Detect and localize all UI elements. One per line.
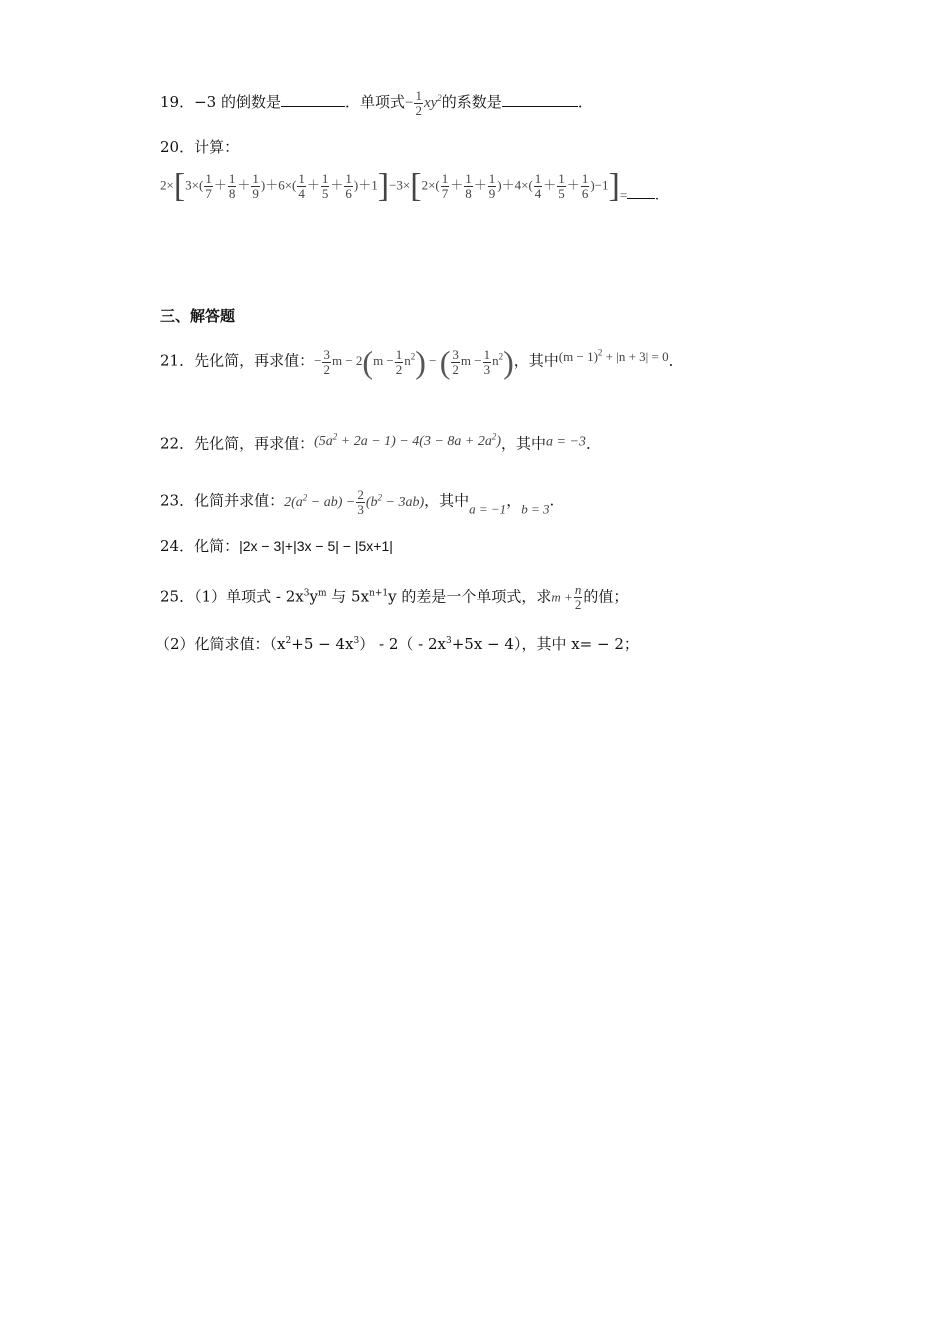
question-23 xyxy=(160,487,554,520)
q19-text-a: −3 的倒数是 xyxy=(194,93,281,111)
q21-end: ． xyxy=(668,351,684,370)
q20-plus: ＋ xyxy=(213,177,227,193)
q25-m-plus: m + xyxy=(551,589,573,605)
q19-minus: − xyxy=(405,95,414,111)
q22-condition: a = −3 xyxy=(546,434,586,450)
q22-number: 22． xyxy=(160,434,195,453)
q22-label: 先化简，再求值： xyxy=(194,434,315,453)
q20-plus: ＋ xyxy=(450,177,464,193)
q21-mid: ，其中 xyxy=(513,351,559,370)
q25-exp-2: m xyxy=(317,588,327,599)
q20-plus: ＋ xyxy=(543,177,557,193)
q24-expression: |2x − 3|+|3x − 5| − |5x+1| xyxy=(239,538,393,554)
q23-end: . xyxy=(549,491,555,510)
q20-number: 20． xyxy=(160,138,195,156)
q23-condition-a: a = −1 xyxy=(469,501,507,517)
question-19 xyxy=(160,88,593,118)
section-heading: 三、解答题 xyxy=(160,307,236,325)
q20-term-8: )−1 xyxy=(590,177,609,193)
question-24 xyxy=(160,536,393,556)
q20-term-5: −3× xyxy=(389,177,411,193)
q19-answer-blank-2[interactable] xyxy=(502,92,578,107)
q20-term-2: 3×( xyxy=(185,177,204,193)
q19-monomial: $xy^2$ xyxy=(423,93,442,111)
q20-frac-1-9b: $\frac{1}{9}$ xyxy=(488,171,496,201)
q25-exp-1: 3 xyxy=(303,588,310,599)
q23-expression: $2(a^2 - ab)$ − $\frac{2}{3}$ $(b^2 - 3ab)$ xyxy=(284,486,425,517)
q25-part1-d: y 的差是一个单项式，求 xyxy=(388,587,552,606)
q22-end: ． xyxy=(585,434,601,453)
question-22 xyxy=(160,426,601,454)
q22-mid: ，其中 xyxy=(501,434,547,453)
q25-exp-5: 3 xyxy=(353,636,360,646)
q23-condition-b: b = 3 xyxy=(521,501,550,517)
q19-fraction: $\frac{1}{2}$ xyxy=(415,87,422,118)
q20-expression xyxy=(160,167,659,205)
q23-separator: ， xyxy=(506,491,522,510)
q25-part1-e: 的值； xyxy=(583,587,629,606)
q20-bracket-open-1: [ xyxy=(173,167,186,205)
q19-text-b: ．单项式 xyxy=(344,93,405,111)
q20-term-7: )＋4×( xyxy=(497,177,533,193)
q23-mid: ，其中 xyxy=(424,491,470,510)
q22-expression: $(5a^2 + 2a - 1) - 4(3 - 8a + 2a^2)$ xyxy=(314,431,502,449)
q20-plus: ＋ xyxy=(237,177,251,193)
q20-end: . xyxy=(655,187,659,204)
question-25-part-1 xyxy=(160,583,628,612)
q25-part1-c: 与 5x xyxy=(326,587,370,606)
q20-plus: ＋ xyxy=(306,177,320,193)
q25-part1-b: y xyxy=(309,587,318,606)
q20-bracket-open-2: [ xyxy=(410,167,422,205)
q24-label: 化简： xyxy=(194,537,240,555)
q25-part2-a: （2）化简求值：（x xyxy=(155,635,286,653)
q20-term-4: )＋1 xyxy=(353,177,378,193)
q19-answer-blank-1[interactable] xyxy=(281,92,345,107)
q20-frac-1-5b: $\frac{1}{5}$ xyxy=(558,171,565,201)
q20-answer-blank[interactable] xyxy=(627,184,655,199)
q25-fraction: $\frac{n}{2}$ xyxy=(574,582,582,612)
q20-frac-1-8b: $\frac{1}{8}$ xyxy=(465,171,472,201)
question-20-label xyxy=(160,137,239,157)
q21-expression: − $\frac{3}{2}$ m − 2(m − $\frac{1}{2}$ $n^2$) − ( $\frac{3}{2}$ m − $\frac{1}{3}$ $n^2$) xyxy=(314,344,514,381)
q23-label: 化简并求值： xyxy=(194,491,285,510)
q20-equals: = xyxy=(619,187,628,203)
q19-end: ． xyxy=(577,93,593,111)
q20-term-6: 2×( xyxy=(421,177,440,193)
q25-part1-a: （1）单项式 - 2x xyxy=(194,587,304,606)
question-25-part-2 xyxy=(155,631,639,654)
q19-number: 19． xyxy=(160,93,195,111)
q20-term-3: )＋6×( xyxy=(260,177,297,193)
q20-frac-1-5: $\frac{1}{5}$ xyxy=(321,171,329,201)
question-21 xyxy=(160,343,684,381)
q25-exp-3: n+1 xyxy=(369,588,389,599)
q25-exp-6: 3 xyxy=(445,636,452,646)
q24-number: 24． xyxy=(160,537,195,555)
q20-frac-1-7: $\frac{1}{7}$ xyxy=(205,171,212,201)
q20-frac-1-9: $\frac{1}{9}$ xyxy=(252,171,259,201)
q20-frac-1-6b: $\frac{1}{6}$ xyxy=(581,171,589,201)
q20-plus: ＋ xyxy=(330,177,344,193)
q25-exp-4: 2 xyxy=(285,636,292,646)
q19-text-c: 的系数是 xyxy=(441,93,502,111)
q21-number: 21． xyxy=(160,351,195,370)
q20-frac-1-7b: $\frac{1}{7}$ xyxy=(441,171,449,201)
q20-label: 计算： xyxy=(194,138,240,156)
q20-frac-1-4b: $\frac{1}{4}$ xyxy=(534,171,542,201)
q21-condition: $(m - 1)^2 + |n + 3| = 0$ xyxy=(558,348,669,365)
q25-part2-b: +5 − 4x xyxy=(291,635,354,653)
q20-plus: ＋ xyxy=(473,177,487,193)
q25-part2-c: ） - 2（ - 2x xyxy=(359,635,446,653)
q20-frac-1-6: $\frac{1}{6}$ xyxy=(345,171,352,201)
q20-frac-1-8: $\frac{1}{8}$ xyxy=(228,171,236,201)
q25-number: 25． xyxy=(160,587,195,606)
q20-term-1: 2× xyxy=(160,177,174,193)
q23-number: 23． xyxy=(160,491,195,510)
q25-part2-d: +5x − 4），其中 x= − 2； xyxy=(451,635,639,653)
q20-frac-1-4: $\frac{1}{4}$ xyxy=(298,171,305,201)
q20-bracket-close-1: ] xyxy=(377,167,390,205)
q20-bracket-close-2: ] xyxy=(608,167,620,205)
q21-label: 先化简，再求值： xyxy=(194,351,315,370)
q20-plus: ＋ xyxy=(566,177,580,193)
